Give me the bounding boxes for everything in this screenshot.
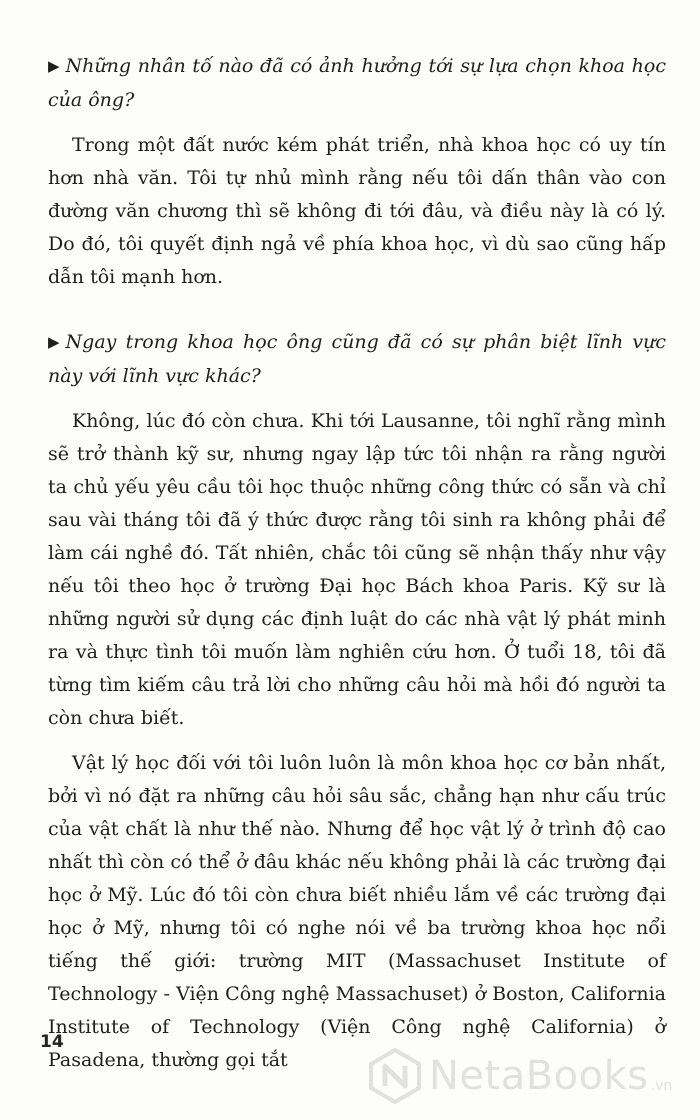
triangle-bullet-icon: ▶ <box>48 57 60 75</box>
watermark-text: NetaBooks <box>429 1053 649 1099</box>
question-heading-2 <box>48 326 666 393</box>
page-content <box>48 50 666 1089</box>
question-text-1: Những nhân tố nào đã có ảnh hưởng tới sự lựa chọn khoa học của ông? <box>48 55 666 111</box>
question-heading-1 <box>48 50 666 117</box>
watermark-suffix: .vn <box>650 1078 673 1094</box>
paragraph-3: Vật lý học đối với tôi luôn luôn là môn khoa học cơ bản nhất, bởi vì nó đặt ra những câu hỏi sâu sắc, chẳng hạn như cấu trúc của vật chất là như thế nào. Nhưng để học vật lý ở trình độ cao nhất thì còn có thể ở đâu khác nếu không phải là các trường đại học ở Mỹ. Lúc đó tôi còn chưa biết nhiều lắm về các trường đại học ở Mỹ, nhưng tôi có nghe nói về ba trường khoa học nổi tiếng thế giới: trường MIT (Massachuset Institute of Technology - Viện Công nghệ Massachuset) ở Boston, California Institute of Technology (Viện Công nghệ California) ở Pasadena, thường gọi tắt <box>48 752 666 1071</box>
watermark <box>367 1048 672 1104</box>
netabooks-logo-icon <box>367 1048 423 1104</box>
paragraph-2: Không, lúc đó còn chưa. Khi tới Lausanne, tôi nghĩ rằng mình sẽ trở thành kỹ sư, nhưng ngay lập tức tôi nhận ra rằng người ta chủ yếu yêu cầu tôi học thuộc những công thức có sẵn và chỉ sau vài tháng tôi đã ý thức được rằng tôi sinh ra không phải để làm cái nghề đó. Tất nhiên, chắc tôi cũng sẽ nhận thấy như vậy nếu tôi theo học ở trường Đại học Bách khoa Paris. Kỹ sư là những người sử dụng các định luật do các nhà vật lý phát minh ra và thực tình tôi muốn làm nghiên cứu hơn. Ở tuổi 18, tôi đã từng tìm kiếm câu trả lời cho những câu hỏi mà hồi đó người ta còn chưa biết. <box>48 410 666 729</box>
page-number: 14 <box>40 1032 64 1052</box>
section-gap <box>48 306 666 326</box>
triangle-bullet-icon: ▶ <box>48 333 60 351</box>
question-text-2: Ngay trong khoa học ông cũng đã có sự phân biệt lĩnh vực này với lĩnh vực khác? <box>48 331 666 387</box>
paragraph-1: Trong một đất nước kém phát triển, nhà khoa học có uy tín hơn nhà văn. Tôi tự nhủ mình rằng nếu tôi dấn thân vào con đường văn chương thì sẽ không đi tới đâu, và điều này là có lý. Do đó, tôi quyết định ngả về phía khoa học, vì dù sao cũng hấp dẫn tôi mạnh hơn. <box>48 134 666 288</box>
